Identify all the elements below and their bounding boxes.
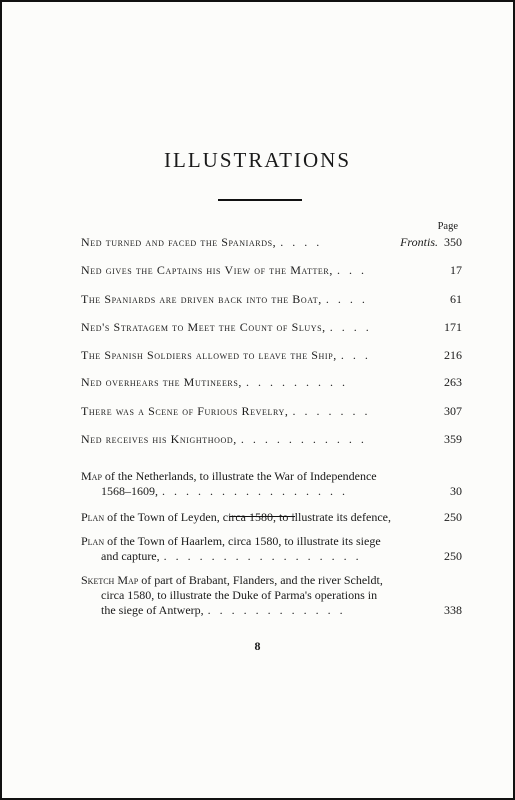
entry-title: Ned turned and faced the Spaniards, [81, 235, 277, 249]
leader-dots: . . . . . . . . . . . . . . . . [162, 484, 348, 498]
title-rule [218, 199, 302, 201]
entry-page: 171 [444, 320, 462, 334]
illustration-entry [81, 348, 462, 362]
map-entry [81, 469, 462, 499]
illustration-entry [81, 432, 462, 446]
illustration-entry [81, 375, 462, 389]
map-text: the siege of Antwerp, [101, 603, 204, 617]
entry-title: Ned's Stratagem to Meet the Count of Sluys, [81, 320, 326, 334]
illustration-entry [81, 292, 462, 306]
map-text: of part of Brabant, Flanders, and the river Scheldt, [138, 573, 383, 587]
map-entry [81, 573, 462, 618]
map-page: 338 [444, 603, 462, 617]
map-text: and capture, [101, 549, 160, 563]
entry-page: 61 [450, 292, 462, 306]
map-entry [81, 534, 462, 564]
entry-page: 359 [444, 432, 462, 446]
frontispiece-note: Frontis. [400, 235, 438, 249]
illustration-entry [81, 235, 462, 249]
leader-dots: . . . . . . . . . [246, 375, 349, 389]
entry-page: 350 [444, 235, 462, 249]
map-lead: Sketch Map [81, 573, 139, 587]
map-page: 250 [444, 549, 462, 563]
entry-page: 216 [444, 348, 462, 362]
entry-title: The Spaniards are driven back into the Boat, [81, 292, 322, 306]
illustration-entry [81, 263, 462, 277]
map-text: of the Town of Haarlem, circa 1580, to illustrate its siege [104, 534, 381, 548]
map-lead: Plan [81, 534, 105, 548]
leader-dots: . . . . [325, 292, 368, 306]
illustration-entry [81, 404, 462, 418]
leader-dots: . . . . . . . . . . . . . . . . . [163, 549, 362, 563]
leader-dots: . . . [336, 263, 367, 277]
entry-page: 263 [444, 375, 462, 389]
entry-title: The Spanish Soldiers allowed to leave the Ship, [81, 348, 337, 362]
leader-dots: . . . . [329, 320, 372, 334]
map-text: of the Town of Leyden, circa 1580, to illustrate its defence, [104, 510, 391, 524]
entry-page: 17 [450, 263, 462, 277]
map-text: of the Netherlands, to illustrate the War of Independence [101, 469, 377, 483]
page-title: ILLUSTRATIONS [164, 148, 351, 172]
illustration-entry [81, 320, 462, 334]
map-page: 30 [450, 484, 462, 498]
entry-title: There was a Scene of Furious Revelry, [81, 404, 289, 418]
leader-dots: . . . . [280, 235, 323, 249]
map-text: 1568–1609, [101, 484, 158, 498]
leader-dots: . . . . . . . . . . . [240, 432, 367, 446]
entry-title: Ned receives his Knighthood, [81, 432, 237, 446]
page-number: 8 [254, 639, 261, 653]
leader-dots: . . . [340, 348, 371, 362]
entry-page: 307 [444, 404, 462, 418]
map-lead: Map [81, 469, 102, 483]
map-lead: Plan [81, 510, 105, 524]
entry-title: Ned gives the Captains his View of the Matter, [81, 263, 333, 277]
entry-title: Ned overhears the Mutineers, [81, 375, 243, 389]
map-entry [81, 510, 462, 525]
map-page: 250 [444, 510, 462, 524]
leader-dots: . . . . . . . [292, 404, 371, 418]
page-column-heading: Page [437, 221, 458, 232]
map-text: circa 1580, to illustrate the Duke of Parma's operations in [101, 588, 378, 602]
leader-dots: . . . . . . . . . . . . [207, 603, 346, 617]
